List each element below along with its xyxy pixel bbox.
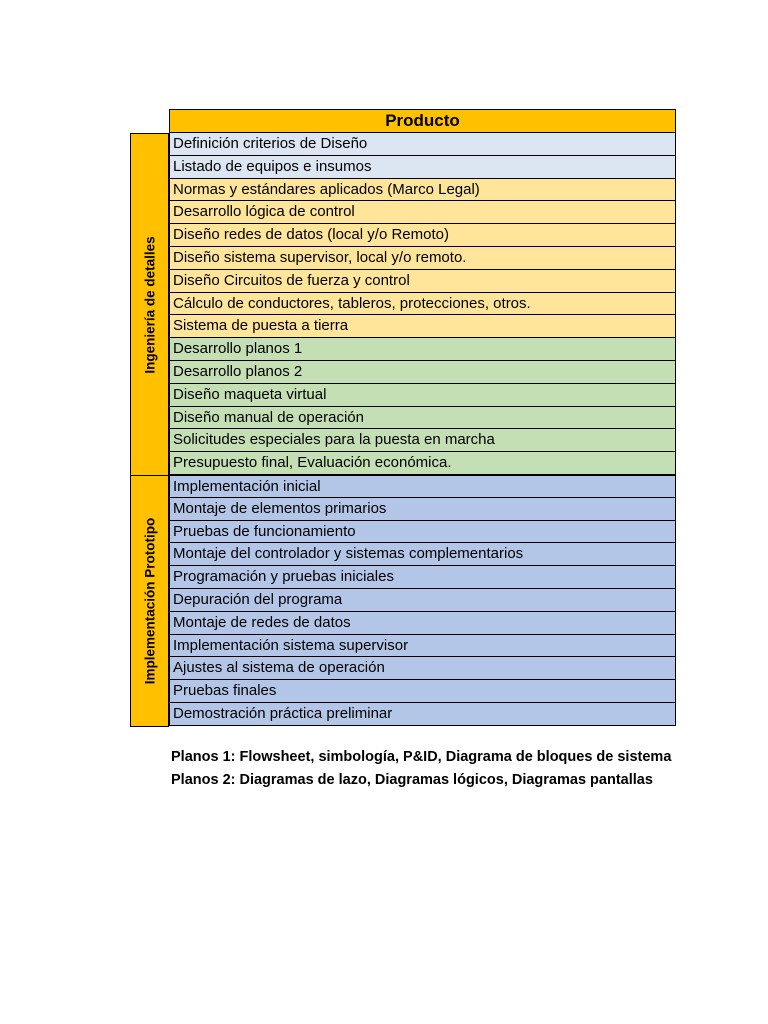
table-header-label: Producto — [385, 111, 460, 130]
table-row: Demostración práctica preliminar — [169, 703, 676, 726]
table-row: Diseño manual de operación — [169, 407, 676, 430]
table-row: Definición criterios de Diseño — [169, 133, 676, 156]
table-row: Montaje del controlador y sistemas complementarios — [169, 543, 676, 566]
table-row: Listado de equipos e insumos — [169, 156, 676, 179]
table-row: Diseño sistema supervisor, local y/o remoto. — [169, 247, 676, 270]
table-row: Diseño maqueta virtual — [169, 384, 676, 407]
table-row: Montaje de redes de datos — [169, 612, 676, 635]
group-label-ingenieria-text: Ingeniería de detalles — [142, 235, 157, 374]
group-rows-implementacion — [169, 475, 676, 726]
table-row: Montaje de elementos primarios — [169, 498, 676, 521]
group-label-implementacion-text: Implementación Prototipo — [142, 517, 157, 685]
group-label-ingenieria — [130, 133, 169, 476]
group-label-implementacion — [130, 475, 169, 727]
note-planos-1: Planos 1: Flowsheet, simbología, P&ID, Diagrama de bloques de sistema — [171, 749, 672, 765]
table-row: Pruebas de funcionamiento — [169, 521, 676, 544]
group-rows-ingenieria — [169, 133, 676, 475]
table-row: Diseño Circuitos de fuerza y control — [169, 270, 676, 293]
table-row: Depuración del programa — [169, 589, 676, 612]
table-row: Implementación inicial — [169, 475, 676, 498]
note-planos-2: Planos 2: Diagramas de lazo, Diagramas lógicos, Diagramas pantallas — [171, 772, 653, 788]
table-row: Solicitudes especiales para la puesta en marcha — [169, 429, 676, 452]
table-header — [169, 109, 676, 133]
table-row: Normas y estándares aplicados (Marco Legal) — [169, 179, 676, 202]
table-row: Diseño redes de datos (local y/o Remoto) — [169, 224, 676, 247]
table-row: Sistema de puesta a tierra — [169, 315, 676, 338]
table-row: Presupuesto final, Evaluación económica. — [169, 452, 676, 475]
table-row: Desarrollo planos 2 — [169, 361, 676, 384]
table-row: Pruebas finales — [169, 680, 676, 703]
notes — [171, 746, 676, 792]
table-row: Cálculo de conductores, tableros, protecciones, otros. — [169, 293, 676, 316]
table-row: Programación y pruebas iniciales — [169, 566, 676, 589]
table-row: Desarrollo lógica de control — [169, 201, 676, 224]
table-row: Implementación sistema supervisor — [169, 635, 676, 658]
table-row: Ajustes al sistema de operación — [169, 657, 676, 680]
table-row: Desarrollo planos 1 — [169, 338, 676, 361]
